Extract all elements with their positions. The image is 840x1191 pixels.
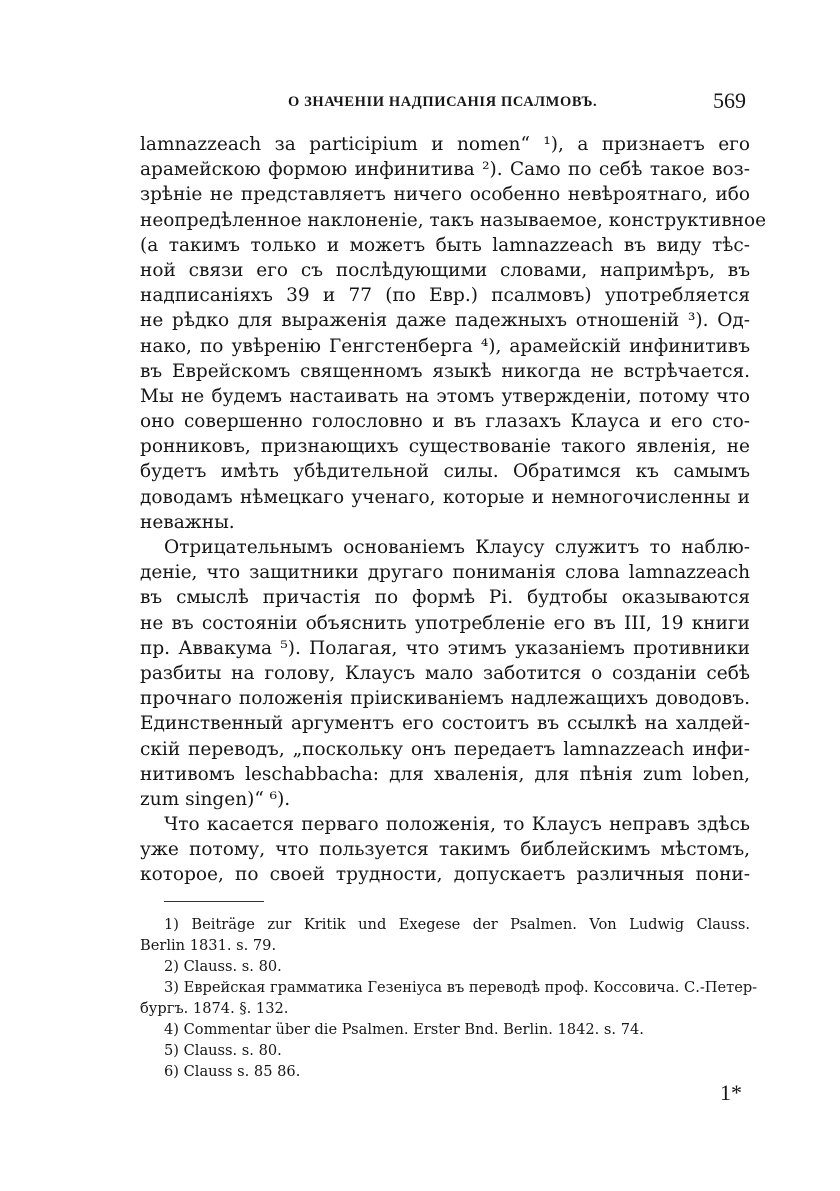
text-line: не въ состояніи объяснить употребленіе его въ III, 19 книги — [140, 612, 750, 634]
footnote-continuation: Berlin 1831. s. 79. — [140, 937, 277, 954]
text-line: скій переводъ, „поскольку онъ передаетъ lamnazzeach инфи- — [140, 738, 750, 760]
footnote-rule — [164, 901, 264, 902]
text-line: въ смыслѣ причастія по формѣ Pi. будтобы оказываются — [140, 587, 750, 609]
text-line: прочнаго положенія пріискиваніемъ надлежащихъ доводовъ. — [140, 688, 750, 710]
text-line: не рѣдко для выраженія даже падежныхъ отношеній ³). Од- — [140, 310, 750, 332]
text-line: которое, по своей трудности, допускаетъ различныя пони- — [140, 864, 750, 886]
footnote-continuation: бургъ. 1874. §. 132. — [140, 1000, 289, 1017]
text-line: пр. Аввакума ⁵). Полагая, что этимъ указаніемъ противники — [140, 637, 750, 659]
text-line: зрѣніе не представляетъ ничего особенно невѣроятнаго, ибо — [140, 184, 750, 206]
text-line: надписаніяхъ 39 и 77 (по Евр.) псалмовъ) употребляется — [140, 285, 750, 307]
footnote: 5) Clauss. s. 80. — [164, 1042, 282, 1059]
footnote: 4) Commentar über die Psalmen. Erster Bnd. Berlin. 1842. s. 74. — [164, 1021, 644, 1038]
text-line: оно совершенно голословно и въ глазахъ Клауса и его сто- — [140, 411, 750, 433]
footnote: 3) Еврейская грамматика Гезеніуса въ переводѣ проф. Коссовича. С.-Петер- — [164, 979, 758, 996]
text-line: арамейскою формою инфинитива ²). Само по себѣ такое воз- — [140, 159, 750, 181]
text-line: zum singen)“ ⁶). — [140, 788, 291, 810]
footnotes — [140, 914, 758, 1082]
text-line: Единственный аргументъ его состоитъ въ ссылкѣ на халдей- — [140, 713, 750, 735]
text-line: будетъ имѣть убѣдительной силы. Обратимся къ самымъ — [140, 461, 750, 483]
signature-mark: 1* — [720, 1080, 742, 1105]
body-text — [140, 132, 767, 888]
text-line: (а такимъ только и можетъ быть lamnazzeach въ виду тѣс- — [140, 234, 750, 256]
text-line: ронниковъ, признающихъ существованіе такого явленія, не — [140, 436, 750, 458]
running-title: О ЗНАЧЕНІИ НАДПИСАНІЯ ПСАЛМОВЪ. — [288, 94, 598, 110]
text-line: Мы не будемъ настаивать на этомъ утвержденіи, потому что — [140, 385, 750, 407]
page-header — [140, 90, 750, 118]
text-line: разбиты на голову, Клаусъ мало заботится о созданіи себѣ — [140, 662, 750, 684]
text-line: ной связи его съ послѣдующими словами, напримѣръ, въ — [140, 259, 750, 281]
footnote: 1) Beiträge zur Kritik und Exegese der Psalmen. Von Ludwig Clauss. — [164, 916, 750, 933]
text-line: неопредѣленное наклоненіе, такъ называемое, конструктивное — [140, 209, 767, 231]
footnote: 6) Clauss s. 85 86. — [164, 1063, 301, 1080]
text-line: уже потому, что пользуется такимъ библейскимъ мѣстомъ, — [140, 839, 750, 861]
text-line: Отрицательнымъ основаніемъ Клаусу служитъ то наблю- — [164, 537, 750, 558]
text-line: неважны. — [140, 511, 235, 533]
text-line: въ Еврейскомъ священномъ языкѣ никогда не встрѣчается. — [140, 360, 750, 382]
text-line: нитивомъ leschabbacha: для хваленія, для пѣнія zum loben, — [140, 763, 750, 785]
text-line: деніе, что защитники другаго пониманія слова lamnazzeach — [140, 562, 750, 584]
text-line: доводамъ нѣмецкаго ученаго, которые и немногочисленны и — [140, 486, 750, 508]
footnote: 2) Clauss. s. 80. — [164, 958, 282, 975]
page-number: 569 — [713, 88, 746, 113]
text-line: нако, по увѣренію Генгстенберга ⁴), арамейскій инфинитивъ — [140, 335, 750, 357]
text-line: Что касается перваго положенія, то Клаусъ неправъ здѣсь — [164, 814, 750, 836]
text-line: lamnazzeach за participium и nomen“ ¹), а признаетъ его — [140, 134, 750, 155]
